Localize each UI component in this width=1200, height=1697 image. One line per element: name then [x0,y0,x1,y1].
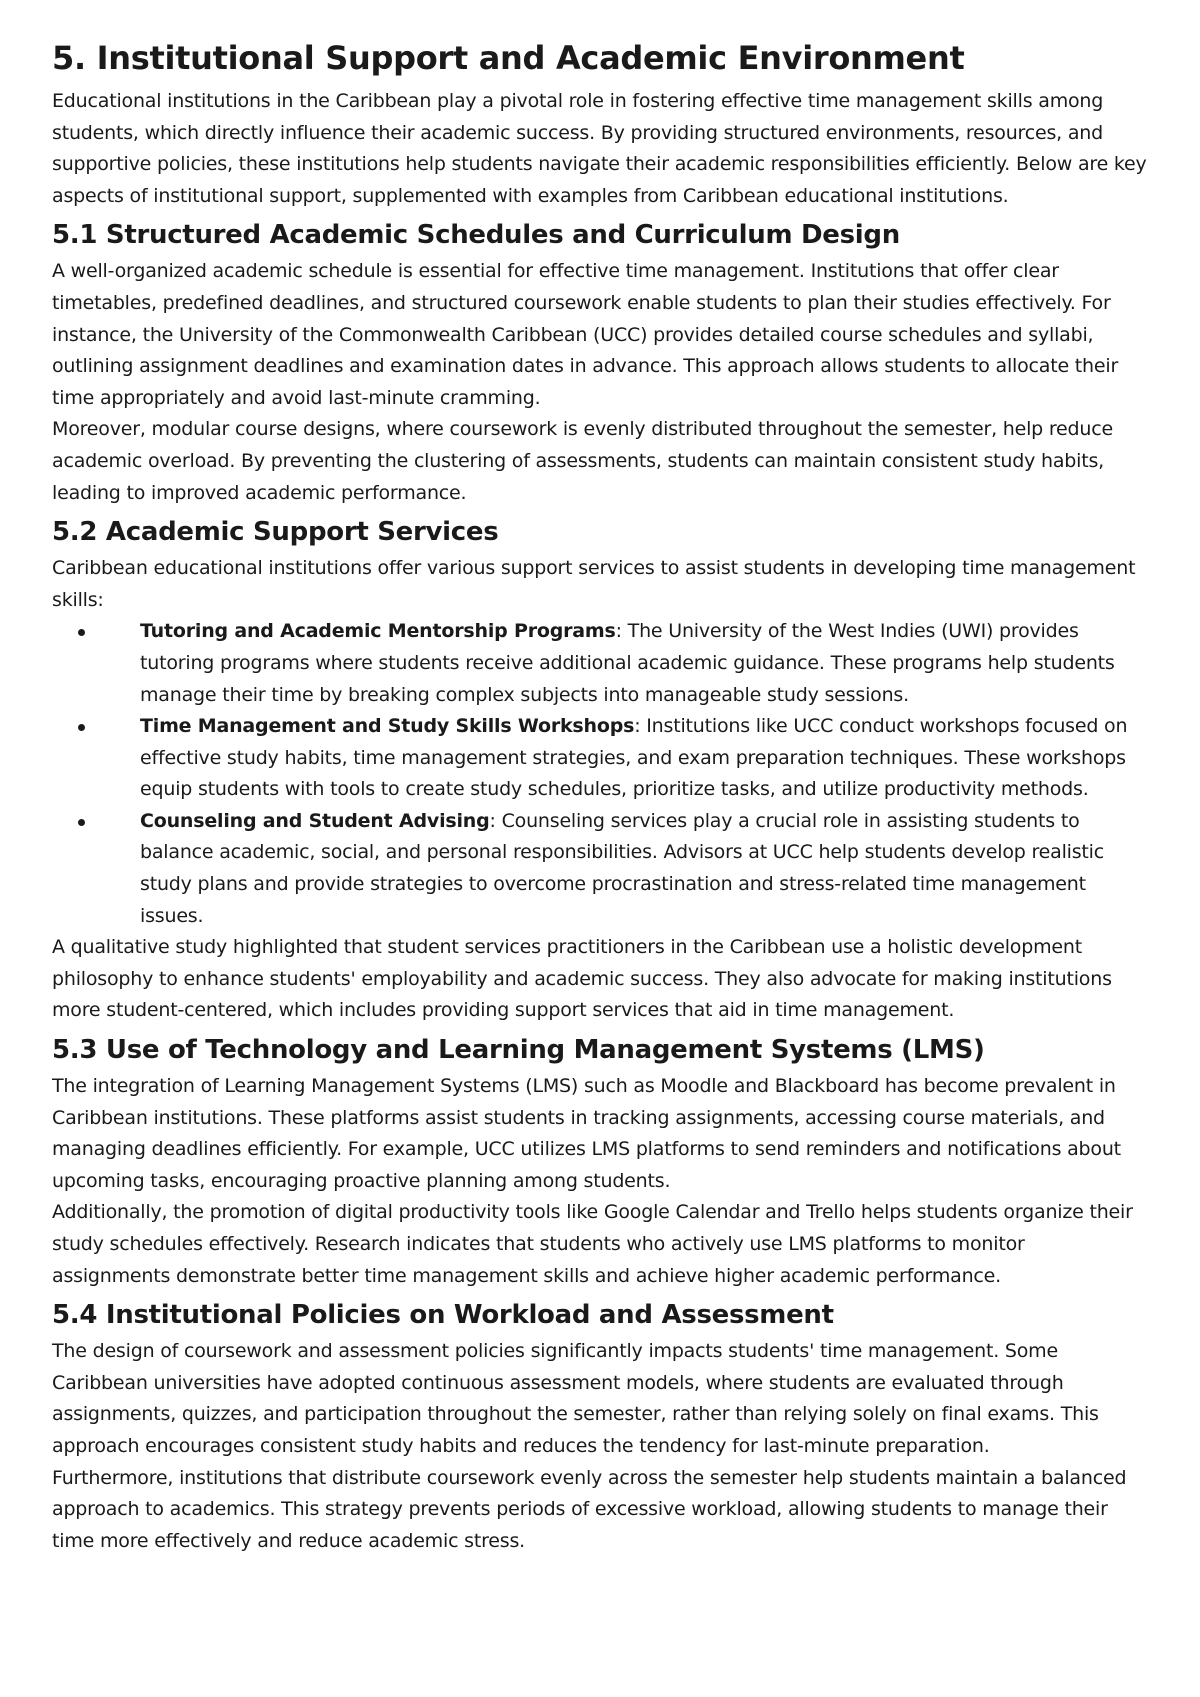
section-5-2-heading: 5.2 Academic Support Services [52,517,499,548]
section-5-intro: Educational institutions in the Caribbean play a pivotal role in fostering effective time management skills among students, which directly influence their academic success. By providing structured environments, resources, and supportive policies, these institutions help students navigate their academic responsibilities efficiently. Below are key aspects of institutional support, supplemented with examples from Caribbean educational institutions. [52,90,1147,207]
section-5-4-paragraph-1: The design of coursework and assessment policies significantly impacts students' time management. Some Caribbean universities have adopted continuous assessment models, where students are evaluated through assignments, quizzes, and participation throughout the semester, rather than relying solely on final exams. This approach encourages consistent study habits and reduces the tendency for last-minute preparation. [52,1340,1099,1457]
section-5-1-heading: 5.1 Structured Academic Schedules and Curriculum Design [52,220,900,251]
section-5-3-paragraph-2: Additionally, the promotion of digital productivity tools like Google Calendar and Trello helps students organize their study schedules effectively. Research indicates that students who actively use LMS platforms to monitor assignments demonstrate better time management skills and achieve higher academic performance. [52,1201,1133,1287]
bullet-icon [78,724,85,731]
list-item [52,806,1148,932]
list-item-term: Counseling and Student Advising [140,809,490,832]
section-5-heading: 5. Institutional Support and Academic Environment [52,39,965,77]
section-5-1-paragraph-1: A well-organized academic schedule is essential for effective time management. Institutions that offer clear timetables, predefined deadlines, and structured coursework enable students to plan their studies effectively. For instance, the University of the Commonwealth Caribbean (UCC) provides detailed course schedules and syllabi, outlining assignment deadlines and examination dates in advance. This approach allows students to allocate their time appropriately and avoid last-minute cramming. [52,260,1119,409]
section-5-2-closing: A qualitative study highlighted that student services practitioners in the Caribbean use a holistic development philosophy to enhance students' employability and academic success. They also advocate for making institutions more student-centered, which includes providing support services that aid in time management. [52,936,1112,1022]
bullet-icon [78,819,85,826]
section-5-4-heading: 5.4 Institutional Policies on Workload and Assessment [52,1300,834,1331]
section-5-4-paragraph-2: Furthermore, institutions that distribute coursework evenly across the semester help students maintain a balanced approach to academics. This strategy prevents periods of excessive workload, allowing students to manage their time more effectively and reduce academic stress. [52,1466,1127,1552]
section-5-3-heading: 5.3 Use of Technology and Learning Management Systems (LMS) [52,1035,985,1066]
list-item [52,711,1148,806]
support-services-list [52,616,1148,932]
list-item-term: Tutoring and Academic Mentorship Programs [140,620,616,643]
list-item-term: Time Management and Study Skills Workshops [140,715,635,738]
list-item-text: : The University of the West Indies (UWI) provides tutoring programs where students receive additional academic guidance. These programs help students manage their time by breaking complex subjects into manageable study sessions. [140,620,1115,706]
list-item [52,616,1148,711]
list-item-text: : Institutions like UCC conduct workshops focused on effective study habits, time management strategies, and exam preparation techniques. These workshops equip students with tools to create study schedules, prioritize tasks, and utilize productivity methods. [140,715,1128,801]
section-5-1-paragraph-2: Moreover, modular course designs, where coursework is evenly distributed throughout the semester, help reduce academic overload. By preventing the clustering of assessments, students can maintain consistent study habits, leading to improved academic performance. [52,418,1113,504]
bullet-icon [78,629,85,636]
section-5-2-intro: Caribbean educational institutions offer various support services to assist students in developing time management skills: [52,557,1136,611]
section-5-3-paragraph-1: The integration of Learning Management Systems (LMS) such as Moodle and Blackboard has become prevalent in Caribbean institutions. These platforms assist students in tracking assignments, accessing course materials, and managing deadlines efficiently. For example, UCC utilizes LMS platforms to send reminders and notifications about upcoming tasks, encouraging proactive planning among students. [52,1075,1121,1192]
list-item-text: : Counseling services play a crucial role in assisting students to balance academic, social, and personal responsibilities. Advisors at UCC help students develop realistic study plans and provide strategies to overcome procrastination and stress-related time management issues. [140,809,1104,927]
